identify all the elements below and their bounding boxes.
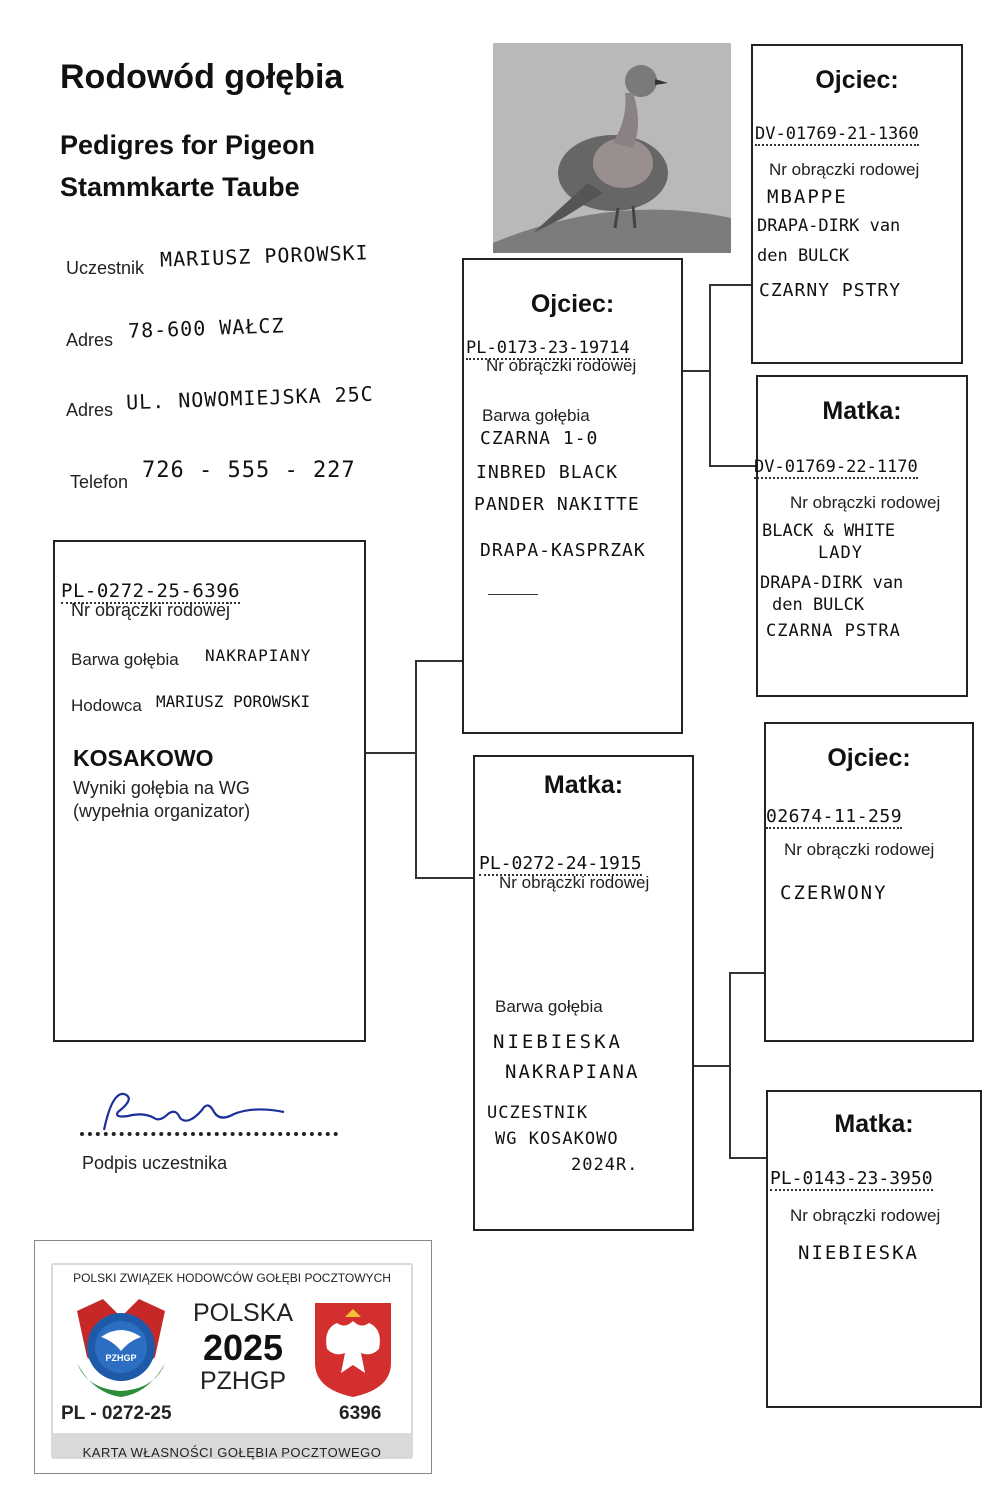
eagle-emblem-icon xyxy=(311,1299,395,1399)
maternal-grandfather-box xyxy=(764,722,974,1042)
connector xyxy=(709,284,711,466)
ff-line-2: DRAPA-DIRK van xyxy=(757,216,901,236)
connector xyxy=(682,370,710,372)
subtitle-en: Pedigres for Pigeon xyxy=(60,130,316,160)
ff-ring-label: Nr obrączki rodowej xyxy=(769,160,920,179)
maternal-grandmother-box xyxy=(766,1090,982,1408)
pigeon-box xyxy=(53,540,366,1042)
card-country: POLSKA xyxy=(192,1299,294,1327)
father-ring: PL-0173-23-19714 xyxy=(466,338,630,358)
event-name: KOSAKOWO xyxy=(73,745,214,771)
connector xyxy=(415,660,417,878)
mother-line-1: NIEBIESKA xyxy=(493,1031,623,1053)
address-street: UL. NOWOMIEJSKA 25C xyxy=(125,381,375,415)
father-line-1: INBRED BLACK xyxy=(476,462,619,483)
connector xyxy=(415,877,473,879)
card-org-short: PZHGP xyxy=(199,1367,287,1395)
fm-line-2: LADY xyxy=(818,543,863,563)
card-org: POLSKI ZWIĄZEK HODOWCÓW GOŁĘBI POCZTOWYCH xyxy=(73,1271,391,1285)
pigeon-color-label: Barwa gołębia xyxy=(71,650,179,669)
address-label-2: Adres xyxy=(66,400,114,420)
phone-value: 726 - 555 - 227 xyxy=(142,458,356,483)
card-ring-right: 6396 xyxy=(339,1403,382,1424)
mm-heading: Matka: xyxy=(834,1110,914,1138)
father-heading: Ojciec: xyxy=(530,290,615,318)
signature-line xyxy=(80,1132,338,1136)
mf-ring: 02674-11-259 xyxy=(766,806,903,827)
mother-color-label: Barwa gołębia xyxy=(495,997,603,1016)
mother-line-3: UCZESTNIK xyxy=(487,1103,589,1123)
ownership-card xyxy=(34,1240,432,1474)
fm-line-4: den BULCK xyxy=(772,595,865,615)
paternal-grandfather-box xyxy=(751,44,963,364)
mother-heading: Matka: xyxy=(543,771,624,799)
signature-label: Podpis uczestnika xyxy=(82,1153,228,1173)
card-footer: KARTA WŁASNOŚCI GOŁĘBIA POCZTOWEGO xyxy=(82,1445,382,1460)
mm-ring-label: Nr obrączki rodowej xyxy=(790,1206,941,1225)
ff-line-3: den BULCK xyxy=(757,246,850,266)
mother-line-5: 2024R. xyxy=(571,1155,639,1175)
mm-ring: PL-0143-23-3950 xyxy=(770,1168,933,1189)
ff-ring: DV-01769-21-1360 xyxy=(755,124,919,144)
breeder-value: MARIUSZ POROWSKI xyxy=(156,692,311,711)
father-ring-label: Nr obrączki rodowej xyxy=(486,356,637,375)
breeder-label: Hodowca xyxy=(71,696,142,715)
father-box xyxy=(462,258,683,734)
connector xyxy=(729,972,764,974)
mother-line-2: NAKRAPIANA xyxy=(505,1061,640,1083)
connector xyxy=(366,752,416,754)
mother-ring: PL-0272-24-1915 xyxy=(479,853,642,874)
mother-line-4: WG KOSAKOWO xyxy=(495,1129,619,1149)
connector xyxy=(729,972,731,1158)
connector xyxy=(729,1157,766,1159)
fm-line-5: CZARNA PSTRA xyxy=(766,621,901,641)
pigeon-ring-label: Nr obrączki rodowej xyxy=(71,600,231,620)
mf-line-1: CZERWONY xyxy=(780,882,888,904)
blank-line xyxy=(488,594,538,595)
ff-line-4: CZARNY PSTRY xyxy=(759,280,902,301)
participant-label: Uczestnik xyxy=(66,258,145,278)
pzhgp-logo xyxy=(63,1293,179,1403)
fm-heading: Matka: xyxy=(822,397,902,425)
phone-label: Telefon xyxy=(70,472,129,492)
page-title: Rodowód gołębia xyxy=(60,58,344,96)
participant-name: MARIUSZ POROWSKI xyxy=(159,240,370,272)
mf-ring-label: Nr obrączki rodowej xyxy=(784,840,935,859)
mother-box xyxy=(473,755,694,1231)
address-city: 78-600 WAŁCZ xyxy=(127,313,285,343)
pigeon-illustration xyxy=(493,43,731,253)
mf-heading: Ojciec: xyxy=(827,744,911,772)
father-line-3: DRAPA-KASPRZAK xyxy=(480,540,646,561)
fm-ring: DV-01769-22-1170 xyxy=(754,457,918,477)
signature-scribble xyxy=(84,1082,294,1136)
ff-line-1: MBAPPE xyxy=(767,186,848,208)
address-label: Adres xyxy=(66,330,114,350)
ff-heading: Ojciec: xyxy=(815,66,899,94)
paternal-grandmother-box xyxy=(756,375,968,697)
mm-line-1: NIEBIESKA xyxy=(798,1242,919,1264)
connector xyxy=(709,465,756,467)
fm-ring-label: Nr obrączki rodowej xyxy=(790,493,941,512)
mother-ring-label: Nr obrączki rodowej xyxy=(499,873,650,892)
father-color-value: CZARNA 1-0 xyxy=(480,428,599,449)
pigeon-color-value: NAKRAPIANY xyxy=(205,646,312,665)
connector xyxy=(709,284,751,286)
father-line-2: PANDER NAKITTE xyxy=(474,494,640,515)
connector xyxy=(690,1065,730,1067)
pigeon-photo xyxy=(493,43,731,253)
fm-line-1: BLACK & WHITE xyxy=(762,521,896,541)
subtitle-de: Stammkarte Taube xyxy=(60,172,300,202)
fm-line-3: DRAPA-DIRK van xyxy=(760,573,904,593)
pigeon-ring: PL-0272-25-6396 xyxy=(61,580,241,602)
card-year: 2025 xyxy=(202,1327,284,1368)
results-label: Wyniki gołębia na WG xyxy=(73,778,250,798)
card-ring-left: PL - 0272-25 xyxy=(61,1403,172,1424)
logo-text: PZHGP xyxy=(105,1353,137,1363)
results-note: (wypełnia organizator) xyxy=(73,801,251,821)
father-color-label: Barwa gołębia xyxy=(482,406,590,425)
